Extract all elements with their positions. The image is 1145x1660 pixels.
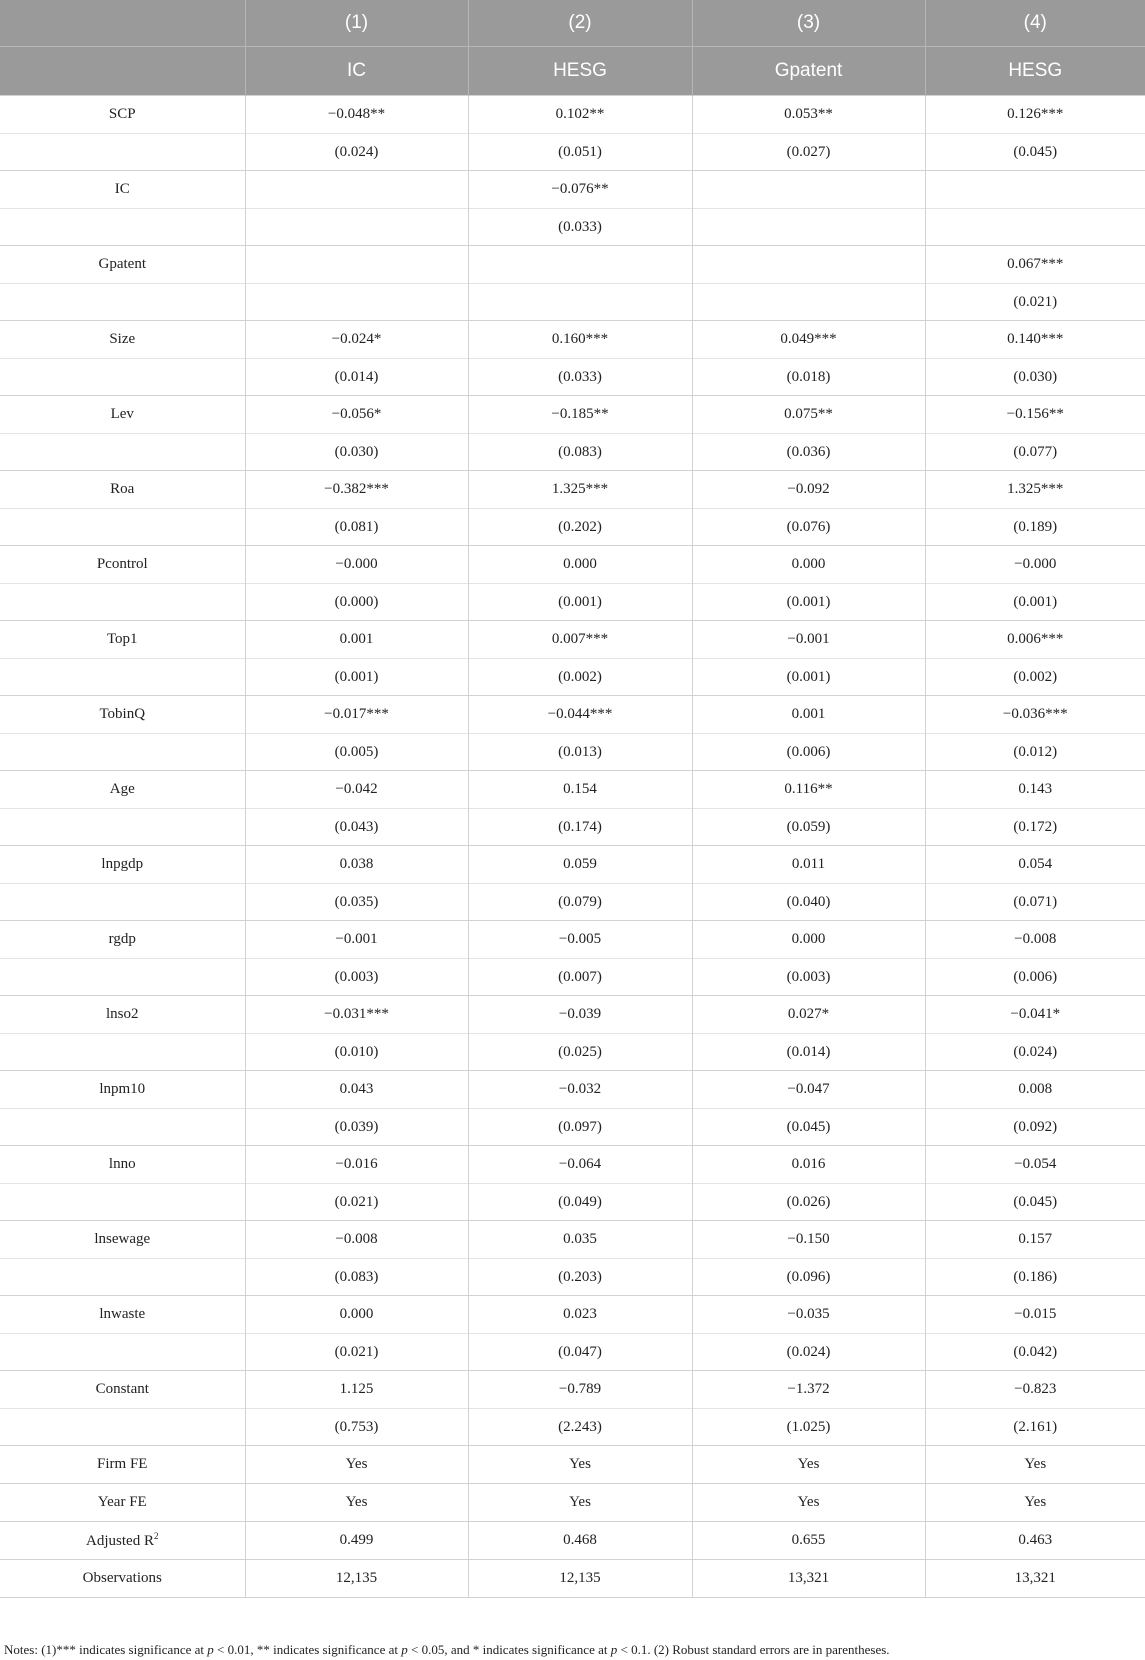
coef-lnpm10-col-2: −0.032 [468,1071,692,1109]
value-year-fe-col-1: Yes [245,1484,468,1522]
se-rgdp-col-1: (0.003) [245,959,468,996]
se-age-col-3: (0.059) [692,809,925,846]
coef-lnpgdp-col-3: 0.011 [692,846,925,884]
coef-lnpm10-col-4: 0.008 [925,1071,1145,1109]
se-size-col-4: (0.030) [925,359,1145,396]
header-col-3-number: (3) [692,0,925,47]
coef-lnsewage-col-3: −0.150 [692,1221,925,1259]
coef-lev-col-1: −0.056* [245,396,468,434]
se-lnsewage-col-3: (0.096) [692,1259,925,1296]
header-col-3-dependent: Gpatent [692,47,925,96]
coef-rgdp-col-1: −0.001 [245,921,468,959]
row-label-pcontrol: Pcontrol [0,546,245,584]
coef-tobinq-col-1: −0.017*** [245,696,468,734]
se-roa-col-2: (0.202) [468,509,692,546]
coef-tobinq-col-4: −0.036*** [925,696,1145,734]
table-row-gpatent [0,246,1145,284]
notes-mid-1: < 0.01, ** indicates significance at [213,1642,402,1657]
se-age-col-4: (0.172) [925,809,1145,846]
value-year-fe-col-4: Yes [925,1484,1145,1522]
se-roa-col-4: (0.189) [925,509,1145,546]
value-adjusted-r2-col-3: 0.655 [692,1522,925,1560]
coef-roa-col-4: 1.325*** [925,471,1145,509]
table-header [0,0,1145,96]
row-label-lev-se-empty [0,434,245,471]
se-lnsewage-col-1: (0.083) [245,1259,468,1296]
table-row-lev-se [0,434,1145,471]
row-label-tobinq: TobinQ [0,696,245,734]
se-rgdp-col-3: (0.003) [692,959,925,996]
value-adjusted-r2-col-4: 0.463 [925,1522,1145,1560]
coef-constant-col-1: 1.125 [245,1371,468,1409]
se-size-col-3: (0.018) [692,359,925,396]
table-row-lnno-se [0,1184,1145,1221]
coef-pcontrol-col-3: 0.000 [692,546,925,584]
row-label-roa: Roa [0,471,245,509]
table-row-firm-fe [0,1446,1145,1484]
row-label-gpatent: Gpatent [0,246,245,284]
se-lnpm10-col-2: (0.097) [468,1109,692,1146]
value-observations-col-3: 13,321 [692,1560,925,1598]
coef-lnpm10-col-1: 0.043 [245,1071,468,1109]
se-tobinq-col-4: (0.012) [925,734,1145,771]
se-constant-col-4: (2.161) [925,1409,1145,1446]
coef-size-col-2: 0.160*** [468,321,692,359]
coef-lnpm10-col-3: −0.047 [692,1071,925,1109]
se-top1-col-2: (0.002) [468,659,692,696]
table-body [0,96,1145,1598]
se-gpatent-col-3 [692,284,925,321]
coef-roa-col-3: −0.092 [692,471,925,509]
se-lnsewage-col-2: (0.203) [468,1259,692,1296]
row-label-top1-se-empty [0,659,245,696]
row-label-pcontrol-se-empty [0,584,245,621]
coef-pcontrol-col-4: −0.000 [925,546,1145,584]
row-label-tobinq-se-empty [0,734,245,771]
notes-p-2: p [401,1642,408,1657]
coef-age-col-1: −0.042 [245,771,468,809]
se-lev-col-3: (0.036) [692,434,925,471]
se-tobinq-col-3: (0.006) [692,734,925,771]
row-label-observations: Observations [0,1560,245,1598]
se-lnno-col-2: (0.049) [468,1184,692,1221]
row-label-lnso2: lnso2 [0,996,245,1034]
row-label-lnso2-se-empty [0,1034,245,1071]
se-lev-col-1: (0.030) [245,434,468,471]
coef-age-col-3: 0.116** [692,771,925,809]
se-pcontrol-col-3: (0.001) [692,584,925,621]
se-scp-col-2: (0.051) [468,134,692,171]
se-lnpgdp-col-4: (0.071) [925,884,1145,921]
coef-lnpgdp-col-4: 0.054 [925,846,1145,884]
notes-p-1: p [207,1642,214,1657]
coef-ic-col-4 [925,171,1145,209]
header-corner-2 [0,47,245,96]
row-label-scp: SCP [0,96,245,134]
coef-gpatent-col-4: 0.067*** [925,246,1145,284]
table-row-lnpgdp [0,846,1145,884]
value-firm-fe-col-1: Yes [245,1446,468,1484]
se-tobinq-col-1: (0.005) [245,734,468,771]
table-row-roa-se [0,509,1145,546]
se-pcontrol-col-4: (0.001) [925,584,1145,621]
coef-top1-col-2: 0.007*** [468,621,692,659]
coef-top1-col-4: 0.006*** [925,621,1145,659]
coef-age-col-2: 0.154 [468,771,692,809]
row-label-scp-se-empty [0,134,245,171]
table-row-ic [0,171,1145,209]
row-label-lnpgdp-se-empty [0,884,245,921]
row-label-lnwaste: lnwaste [0,1296,245,1334]
se-lnwaste-col-3: (0.024) [692,1334,925,1371]
coef-lnsewage-col-1: −0.008 [245,1221,468,1259]
se-lnso2-col-2: (0.025) [468,1034,692,1071]
se-top1-col-3: (0.001) [692,659,925,696]
table-row-lnpm10 [0,1071,1145,1109]
coef-top1-col-1: 0.001 [245,621,468,659]
coef-lnso2-col-1: −0.031*** [245,996,468,1034]
row-label-age-se-empty [0,809,245,846]
table-notes [4,1642,890,1658]
se-ic-col-2: (0.033) [468,209,692,246]
r-squared-superscript: 2 [153,1531,159,1541]
value-year-fe-col-2: Yes [468,1484,692,1522]
coef-ic-col-3 [692,171,925,209]
table-row-ic-se [0,209,1145,246]
se-constant-col-1: (0.753) [245,1409,468,1446]
coef-lnno-col-2: −0.064 [468,1146,692,1184]
coef-gpatent-col-1 [245,246,468,284]
row-label-rgdp-se-empty [0,959,245,996]
coef-constant-col-4: −0.823 [925,1371,1145,1409]
table-row-lev [0,396,1145,434]
se-rgdp-col-4: (0.006) [925,959,1145,996]
coef-constant-col-2: −0.789 [468,1371,692,1409]
table-row-size [0,321,1145,359]
row-label-lev: Lev [0,396,245,434]
table-row-adjusted-r2 [0,1522,1145,1560]
se-lnno-col-1: (0.021) [245,1184,468,1221]
table-row-size-se [0,359,1145,396]
row-label-constant: Constant [0,1371,245,1409]
notes-mid-2: < 0.05, and * indicates significance at [407,1642,611,1657]
se-size-col-2: (0.033) [468,359,692,396]
coef-lnpgdp-col-1: 0.038 [245,846,468,884]
header-col-2-number: (2) [468,0,692,47]
se-top1-col-4: (0.002) [925,659,1145,696]
row-label-lnsewage-se-empty [0,1259,245,1296]
se-ic-col-4 [925,209,1145,246]
coef-rgdp-col-3: 0.000 [692,921,925,959]
coef-rgdp-col-4: −0.008 [925,921,1145,959]
se-top1-col-1: (0.001) [245,659,468,696]
coef-size-col-3: 0.049*** [692,321,925,359]
se-lnso2-col-1: (0.010) [245,1034,468,1071]
row-label-constant-se-empty [0,1409,245,1446]
row-label-size: Size [0,321,245,359]
coef-constant-col-3: −1.372 [692,1371,925,1409]
table-row-observations [0,1560,1145,1598]
notes-prefix: Notes: (1)*** indicates significance at [4,1642,208,1657]
se-age-col-2: (0.174) [468,809,692,846]
table-row-top1 [0,621,1145,659]
coef-scp-col-3: 0.053** [692,96,925,134]
table-row-lnpgdp-se [0,884,1145,921]
header-col-4-dependent: HESG [925,47,1145,96]
coef-lnno-col-3: 0.016 [692,1146,925,1184]
coef-size-col-1: −0.024* [245,321,468,359]
header-col-1-number: (1) [245,0,468,47]
table-row-lnsewage-se [0,1259,1145,1296]
header-col-1-dependent: IC [245,47,468,96]
se-lnwaste-col-4: (0.042) [925,1334,1145,1371]
coef-lnno-col-4: −0.054 [925,1146,1145,1184]
se-gpatent-col-4: (0.021) [925,284,1145,321]
row-label-age: Age [0,771,245,809]
header-row-dependents [0,47,1145,96]
row-label-adjusted-r2 [0,1522,245,1560]
row-label-gpatent-se-empty [0,284,245,321]
coef-tobinq-col-3: 0.001 [692,696,925,734]
value-firm-fe-col-3: Yes [692,1446,925,1484]
table-row-lnwaste [0,1296,1145,1334]
row-label-lnno: lnno [0,1146,245,1184]
table-row-lnso2 [0,996,1145,1034]
row-label-rgdp: rgdp [0,921,245,959]
coef-roa-col-1: −0.382*** [245,471,468,509]
row-label-ic: IC [0,171,245,209]
coef-lnpgdp-col-2: 0.059 [468,846,692,884]
table-row-constant-se [0,1409,1145,1446]
coef-lev-col-3: 0.075** [692,396,925,434]
table-row-roa [0,471,1145,509]
coef-size-col-4: 0.140*** [925,321,1145,359]
table-row-scp-se [0,134,1145,171]
se-scp-col-4: (0.045) [925,134,1145,171]
header-col-2-dependent: HESG [468,47,692,96]
se-lnwaste-col-1: (0.021) [245,1334,468,1371]
se-constant-col-2: (2.243) [468,1409,692,1446]
table-row-rgdp-se [0,959,1145,996]
se-lnso2-col-3: (0.014) [692,1034,925,1071]
coef-lnwaste-col-2: 0.023 [468,1296,692,1334]
row-label-lnpm10: lnpm10 [0,1071,245,1109]
se-roa-col-3: (0.076) [692,509,925,546]
value-adjusted-r2-col-2: 0.468 [468,1522,692,1560]
notes-p-3: p [610,1642,618,1657]
table-row-tobinq [0,696,1145,734]
value-year-fe-col-3: Yes [692,1484,925,1522]
se-rgdp-col-2: (0.007) [468,959,692,996]
se-lnpm10-col-1: (0.039) [245,1109,468,1146]
notes-suffix: < 0.1. (2) Robust standard errors are in parentheses. [617,1642,890,1657]
coef-lnsewage-col-4: 0.157 [925,1221,1145,1259]
se-age-col-1: (0.043) [245,809,468,846]
coef-lnso2-col-3: 0.027* [692,996,925,1034]
coef-gpatent-col-3 [692,246,925,284]
coef-tobinq-col-2: −0.044*** [468,696,692,734]
table-row-pcontrol-se [0,584,1145,621]
se-lnsewage-col-4: (0.186) [925,1259,1145,1296]
se-lnpm10-col-4: (0.092) [925,1109,1145,1146]
value-observations-col-2: 12,135 [468,1560,692,1598]
table-row-tobinq-se [0,734,1145,771]
table-row-rgdp [0,921,1145,959]
row-label-lnsewage: lnsewage [0,1221,245,1259]
coef-lev-col-4: −0.156** [925,396,1145,434]
coef-ic-col-2: −0.076** [468,171,692,209]
coef-lnso2-col-2: −0.039 [468,996,692,1034]
value-observations-col-4: 13,321 [925,1560,1145,1598]
coef-lnwaste-col-4: −0.015 [925,1296,1145,1334]
coef-pcontrol-col-1: −0.000 [245,546,468,584]
coef-lev-col-2: −0.185** [468,396,692,434]
row-label-lnwaste-se-empty [0,1334,245,1371]
coef-scp-col-4: 0.126*** [925,96,1145,134]
se-lev-col-4: (0.077) [925,434,1145,471]
row-label-lnpgdp: lnpgdp [0,846,245,884]
se-lnno-col-4: (0.045) [925,1184,1145,1221]
table-row-age-se [0,809,1145,846]
value-firm-fe-col-4: Yes [925,1446,1145,1484]
se-pcontrol-col-1: (0.000) [245,584,468,621]
value-adjusted-r2-col-1: 0.499 [245,1522,468,1560]
se-size-col-1: (0.014) [245,359,468,396]
coef-scp-col-2: 0.102** [468,96,692,134]
table-row-lnsewage [0,1221,1145,1259]
table-row-lnno [0,1146,1145,1184]
coef-lnwaste-col-3: −0.035 [692,1296,925,1334]
table-row-pcontrol [0,546,1145,584]
row-label-roa-se-empty [0,509,245,546]
se-tobinq-col-2: (0.013) [468,734,692,771]
se-roa-col-1: (0.081) [245,509,468,546]
row-label-size-se-empty [0,359,245,396]
coef-rgdp-col-2: −0.005 [468,921,692,959]
header-row-numbers [0,0,1145,47]
row-label-ic-se-empty [0,209,245,246]
se-pcontrol-col-2: (0.001) [468,584,692,621]
table-row-constant [0,1371,1145,1409]
table-row-scp [0,96,1145,134]
coef-age-col-4: 0.143 [925,771,1145,809]
se-scp-col-3: (0.027) [692,134,925,171]
se-gpatent-col-2 [468,284,692,321]
header-col-4-number: (4) [925,0,1145,47]
se-lnno-col-3: (0.026) [692,1184,925,1221]
value-firm-fe-col-2: Yes [468,1446,692,1484]
se-lnpgdp-col-1: (0.035) [245,884,468,921]
table-row-year-fe [0,1484,1145,1522]
coef-lnso2-col-4: −0.041* [925,996,1145,1034]
table-row-age [0,771,1145,809]
table-row-lnso2-se [0,1034,1145,1071]
coef-roa-col-2: 1.325*** [468,471,692,509]
value-observations-col-1: 12,135 [245,1560,468,1598]
row-label-lnpm10-se-empty [0,1109,245,1146]
se-lev-col-2: (0.083) [468,434,692,471]
row-label-firm-fe: Firm FE [0,1446,245,1484]
table-row-top1-se [0,659,1145,696]
adjusted-r-label: Adjusted R [86,1533,154,1549]
coef-gpatent-col-2 [468,246,692,284]
coef-scp-col-1: −0.048** [245,96,468,134]
se-lnwaste-col-2: (0.047) [468,1334,692,1371]
se-gpatent-col-1 [245,284,468,321]
coef-pcontrol-col-2: 0.000 [468,546,692,584]
se-scp-col-1: (0.024) [245,134,468,171]
coef-ic-col-1 [245,171,468,209]
se-constant-col-3: (1.025) [692,1409,925,1446]
coef-top1-col-3: −0.001 [692,621,925,659]
se-lnpgdp-col-2: (0.079) [468,884,692,921]
se-ic-col-3 [692,209,925,246]
se-lnpm10-col-3: (0.045) [692,1109,925,1146]
table-row-gpatent-se [0,284,1145,321]
coef-lnwaste-col-1: 0.000 [245,1296,468,1334]
row-label-year-fe: Year FE [0,1484,245,1522]
row-label-top1: Top1 [0,621,245,659]
coef-lnsewage-col-2: 0.035 [468,1221,692,1259]
row-label-lnno-se-empty [0,1184,245,1221]
table-row-lnpm10-se [0,1109,1145,1146]
coef-lnno-col-1: −0.016 [245,1146,468,1184]
se-ic-col-1 [245,209,468,246]
se-lnpgdp-col-3: (0.040) [692,884,925,921]
se-lnso2-col-4: (0.024) [925,1034,1145,1071]
table-row-lnwaste-se [0,1334,1145,1371]
header-corner [0,0,245,47]
